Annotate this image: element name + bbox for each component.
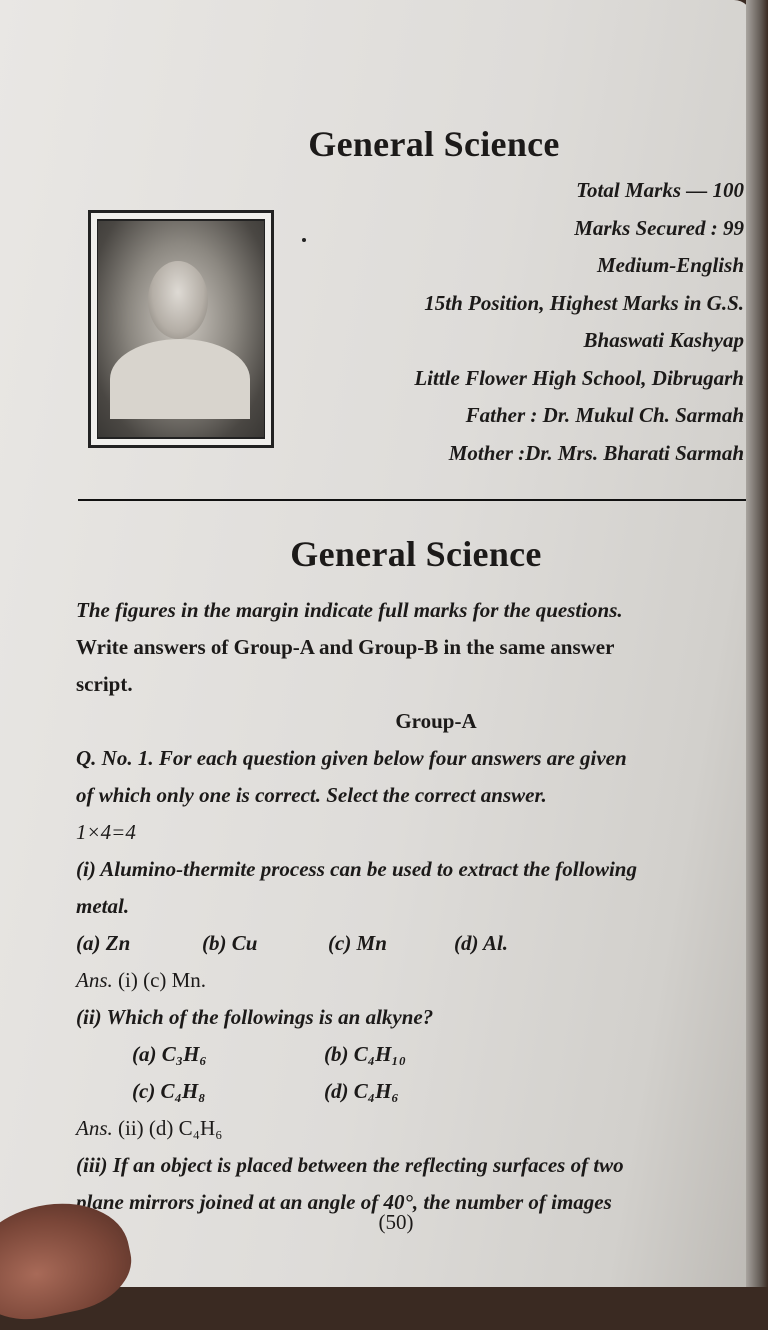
portrait-body	[110, 339, 250, 419]
divider	[78, 499, 754, 501]
answer-label: Ans.	[76, 968, 113, 992]
qi-option-c: (c) Mn	[328, 931, 387, 955]
qi-answer	[76, 962, 756, 999]
page-number: (50)	[378, 1210, 414, 1234]
answer-value: (ii) (d) C₄H₆	[118, 1116, 223, 1140]
header-title: General Science	[308, 124, 560, 164]
qiii-line-1: (iii) If an object is placed between the reflecting surfaces of two	[76, 1153, 624, 1177]
q1-line-2: of which only one is correct. Select the correct answer.	[76, 783, 547, 807]
answer-value: (i) (c) Mn.	[118, 968, 207, 992]
qii-answer	[76, 1110, 756, 1147]
qii-options-row-2	[76, 1073, 756, 1110]
student-name: Bhaswati Kashyap	[583, 328, 744, 352]
paper-title: General Science	[290, 534, 542, 574]
portrait-image	[98, 221, 264, 437]
qi-option-b: (b) Cu	[202, 931, 258, 955]
marks-secured: Marks Secured : 99	[574, 215, 744, 240]
qi-line-2: metal.	[76, 894, 130, 918]
answer-label: Ans.	[76, 1116, 113, 1140]
marks-note: 1×4=4	[76, 820, 136, 844]
mother: Mother :Dr. Mrs. Bharati Sarmah	[448, 440, 744, 465]
ink-dot	[302, 238, 306, 242]
qi-line-1: (i) Alumino-thermite process can be used to extract the following	[76, 857, 637, 881]
instruction-line-2: Write answers of Group-A and Group-B in the same answer	[76, 635, 615, 659]
qii-option-a: (a) C₃H₆	[132, 1042, 207, 1066]
instruction-line-1: The figures in the margin indicate full marks for the questions.	[76, 598, 623, 622]
qii-line: (ii) Which of the followings is an alkyne?	[76, 1005, 434, 1029]
qii-option-d: (d) C₄H₆	[324, 1079, 399, 1103]
medium: Medium-English	[596, 253, 744, 277]
qi-options	[76, 925, 756, 962]
qii-option-c: (c) C₄H₈	[132, 1079, 206, 1103]
qii-option-b: (b) C₄H₁₀	[324, 1042, 407, 1066]
student-details	[314, 172, 744, 472]
instruction-line-3: script.	[76, 672, 133, 696]
father: Father : Dr. Mukul Ch. Sarmah	[465, 403, 744, 427]
qiii-line-2: plane mirrors joined at an angle of 40°, the number of images	[76, 1190, 612, 1214]
question-body	[76, 592, 756, 1221]
qi-option-d: (d) Al.	[454, 931, 509, 955]
qii-options-row-1	[76, 1036, 756, 1073]
total-marks: Total Marks — 100	[576, 178, 744, 202]
portrait-face	[148, 261, 208, 339]
position: 15th Position, Highest Marks in G.S.	[424, 290, 744, 315]
book-gutter	[746, 0, 768, 1287]
group-heading: Group-A	[395, 709, 477, 733]
student-photo	[88, 210, 274, 448]
q1-line-1: Q. No. 1. For each question given below four answers are given	[76, 746, 627, 770]
school: Little Flower High School, Dibrugarh	[414, 365, 744, 390]
qi-option-a: (a) Zn	[76, 931, 131, 955]
